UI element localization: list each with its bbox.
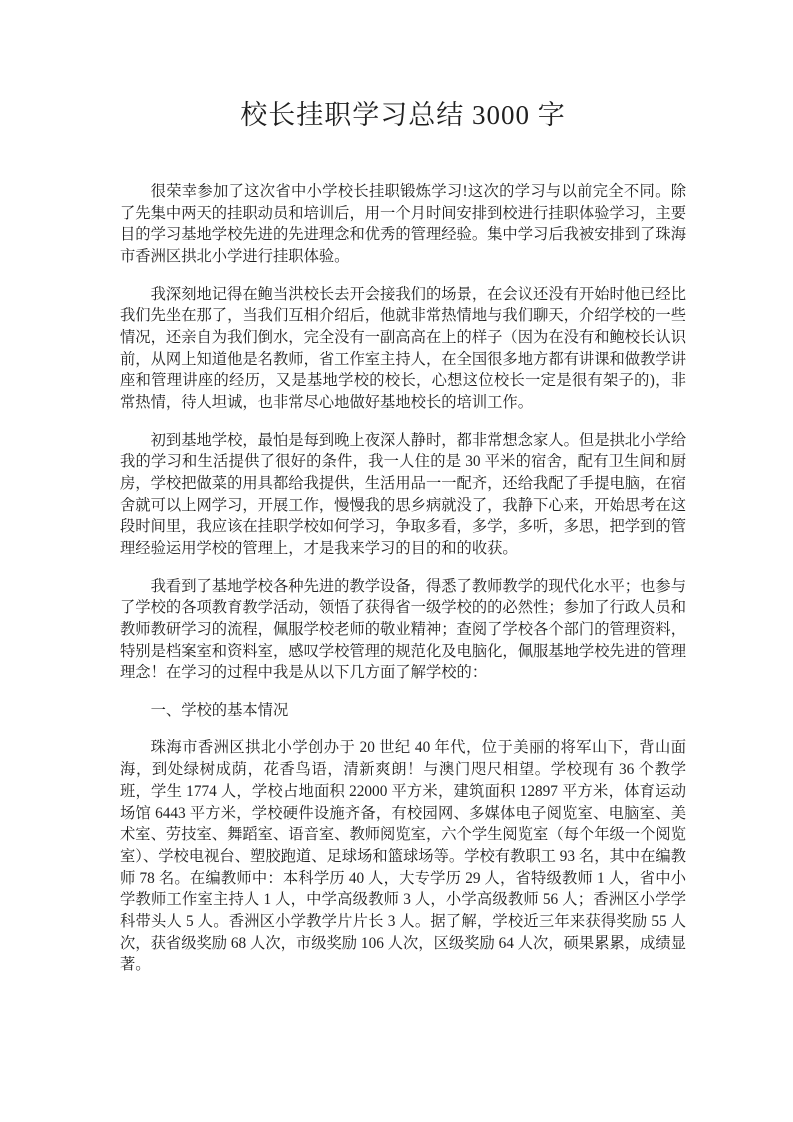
paragraph-intro: 很荣幸参加了这次省中小学校长挂职锻炼学习!这次的学习与以前完全不同。除了先集中两天的挂职动员和培训后，用一个月时间安排到校进行挂职体验学习，主要目的学习基地学校先进的先进理念和优秀的管理经验。集中学习后我被安排到了珠海市香洲区拱北小学进行挂职体验。: [120, 183, 686, 266]
paragraph-principal-welcome: 我深刻地记得在鲍当洪校长去开会接我们的场景，在会议还没有开始时他已经比我们先坐在那了，当我们互相介绍后，他就非常热情地与我们聊天，介绍学校的一些情况，还亲自为我们倒水，完全没有一副高高在上的样子（因为在没有和鲍校长认识前，从网上知道他是名教师，省工作室主持人，在全国很多地方都有讲课和做教学讲座和管理讲座的经历，又是基地学校的校长，心想这位校长一定是很有架子的)，非常热情，待人坦诚，也非常尽心地做好基地校长的培训工作。: [120, 285, 686, 412]
section-heading-basic-situation: 一、学校的基本情况: [150, 701, 289, 719]
paragraph-living-conditions: 初到基地学校，最怕是每到晚上夜深人静时，都非常想念家人。但是拱北小学给我的学习和生活提供了很好的条件，我一人住的是 30 平米的宿舍，配有卫生间和厨房，学校把做菜的用具都给我提供，生活用品一一配齐，还给我配了手提电脑，在宿舍就可以上网学习，开展工作，慢慢我的思乡病就没了，我静下心来，开始思考在这段时间里，我应该在挂职学校如何学习，争取多看，多学，多听，多思，把学到的管理经验运用学校的管理上，才是我来学习的目的和的收获。: [120, 431, 686, 558]
document-title: 校长挂职学习总结 3000 字: [240, 100, 566, 130]
paragraph-school-overview: 珠海市香洲区拱北小学创办于 20 世纪 40 年代，位于美丽的将军山下，背山面海，到处绿树成荫，花香鸟语，清新爽朗！与澳门咫尺相望。学校现有 36 个教学班，学生 1774 人，学校占地面积 22000 平方米，建筑面积 12897 平方米，体育运动场馆 6443 平方米，学校硬件设施齐备，有校园网、多媒体电子阅览室、电脑室、美术室、劳技室、舞蹈室、语音室、教师阅览室，六个学生阅览室（每个年级一个阅览室）、学校电视台、塑胶跑道、足球场和篮球场等。学校有教职工 93 名，其中在编教师 78 名。在编教师中：本科学历 40 人，大专学历 29 人，省特级教师 1 人，省中小学教师工作室主持人 1 人，中学高级教师 3 人，小学高级教师 56 人；香洲区小学学科带头人 5 人。香洲区小学教学片片长 3 人。据了解，学校近三年来获得奖励 55 人次，获省级奖励 68 人次，市级奖励 106 人次，区级奖励 64 人次，硕果累累，成绩显著。: [120, 739, 686, 974]
paragraph-learning-summary: 我看到了基地学校各种先进的教学设备，得悉了教师教学的现代化水平；也参与了学校的各项教育教学活动，领悟了获得省一级学校的的必然性；参加了行政人员和教师教研学习的流程，佩服学校老师的敬业精神；查阅了学校各个部门的管理资料，特别是档案室和资料室，感叹学校管理的规范化及电脑化，佩服基地学校先进的管理理念！在学习的过程中我是从以下几方面了解学校的：: [120, 577, 686, 682]
